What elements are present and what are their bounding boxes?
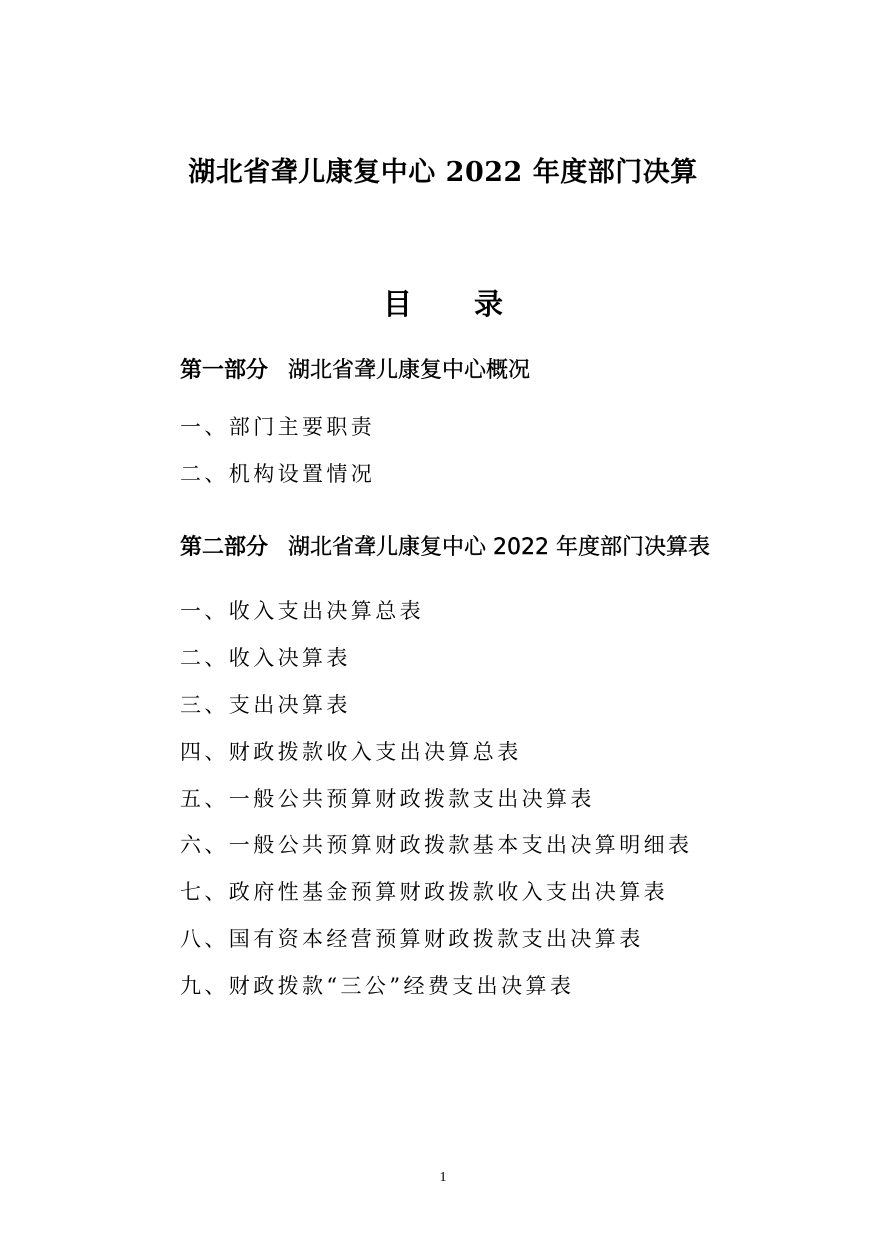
toc-heading-char-left: 目 [382, 287, 412, 321]
part-one-title: 湖北省聋儿康复中心概况 [288, 358, 531, 383]
toc-item-expense-table: 三、支出决算表 [180, 693, 351, 717]
part-one-heading [180, 356, 530, 386]
document-title: 湖北省聋儿康复中心 2022 年度部门决算 [188, 157, 698, 188]
toc-item-income-expense-summary: 一、收入支出决算总表 [180, 599, 424, 623]
part-one-label: 第一部分 [180, 358, 269, 383]
toc-item-general-budget-basic-detail: 六、一般公共预算财政拨款基本支出决算明细表 [180, 833, 693, 857]
toc-item-gov-fund-budget: 七、政府性基金预算财政拨款收入支出决算表 [180, 880, 668, 904]
page-number: 1 [439, 1170, 447, 1185]
toc-item-state-capital-budget: 八、国有资本经营预算财政拨款支出决算表 [180, 927, 644, 951]
toc-heading-char-right: 录 [474, 287, 504, 321]
toc-heading [0, 286, 886, 322]
part-two-heading [180, 533, 710, 563]
toc-item-general-budget-expense: 五、一般公共预算财政拨款支出决算表 [180, 787, 595, 811]
toc-item-dept-duties: 一、部门主要职责 [180, 415, 376, 439]
toc-item-three-public-expenses: 九、财政拨款“三公”经费支出决算表 [180, 974, 575, 998]
toc-item-income-table: 二、收入决算表 [180, 646, 351, 670]
toc-item-org-setup: 二、机构设置情况 [180, 462, 376, 486]
part-two-title: 湖北省聋儿康复中心 2022 年度部门决算表 [288, 535, 710, 560]
part-two-label: 第二部分 [180, 535, 269, 560]
toc-item-fiscal-summary: 四、财政拨款收入支出决算总表 [180, 740, 522, 764]
